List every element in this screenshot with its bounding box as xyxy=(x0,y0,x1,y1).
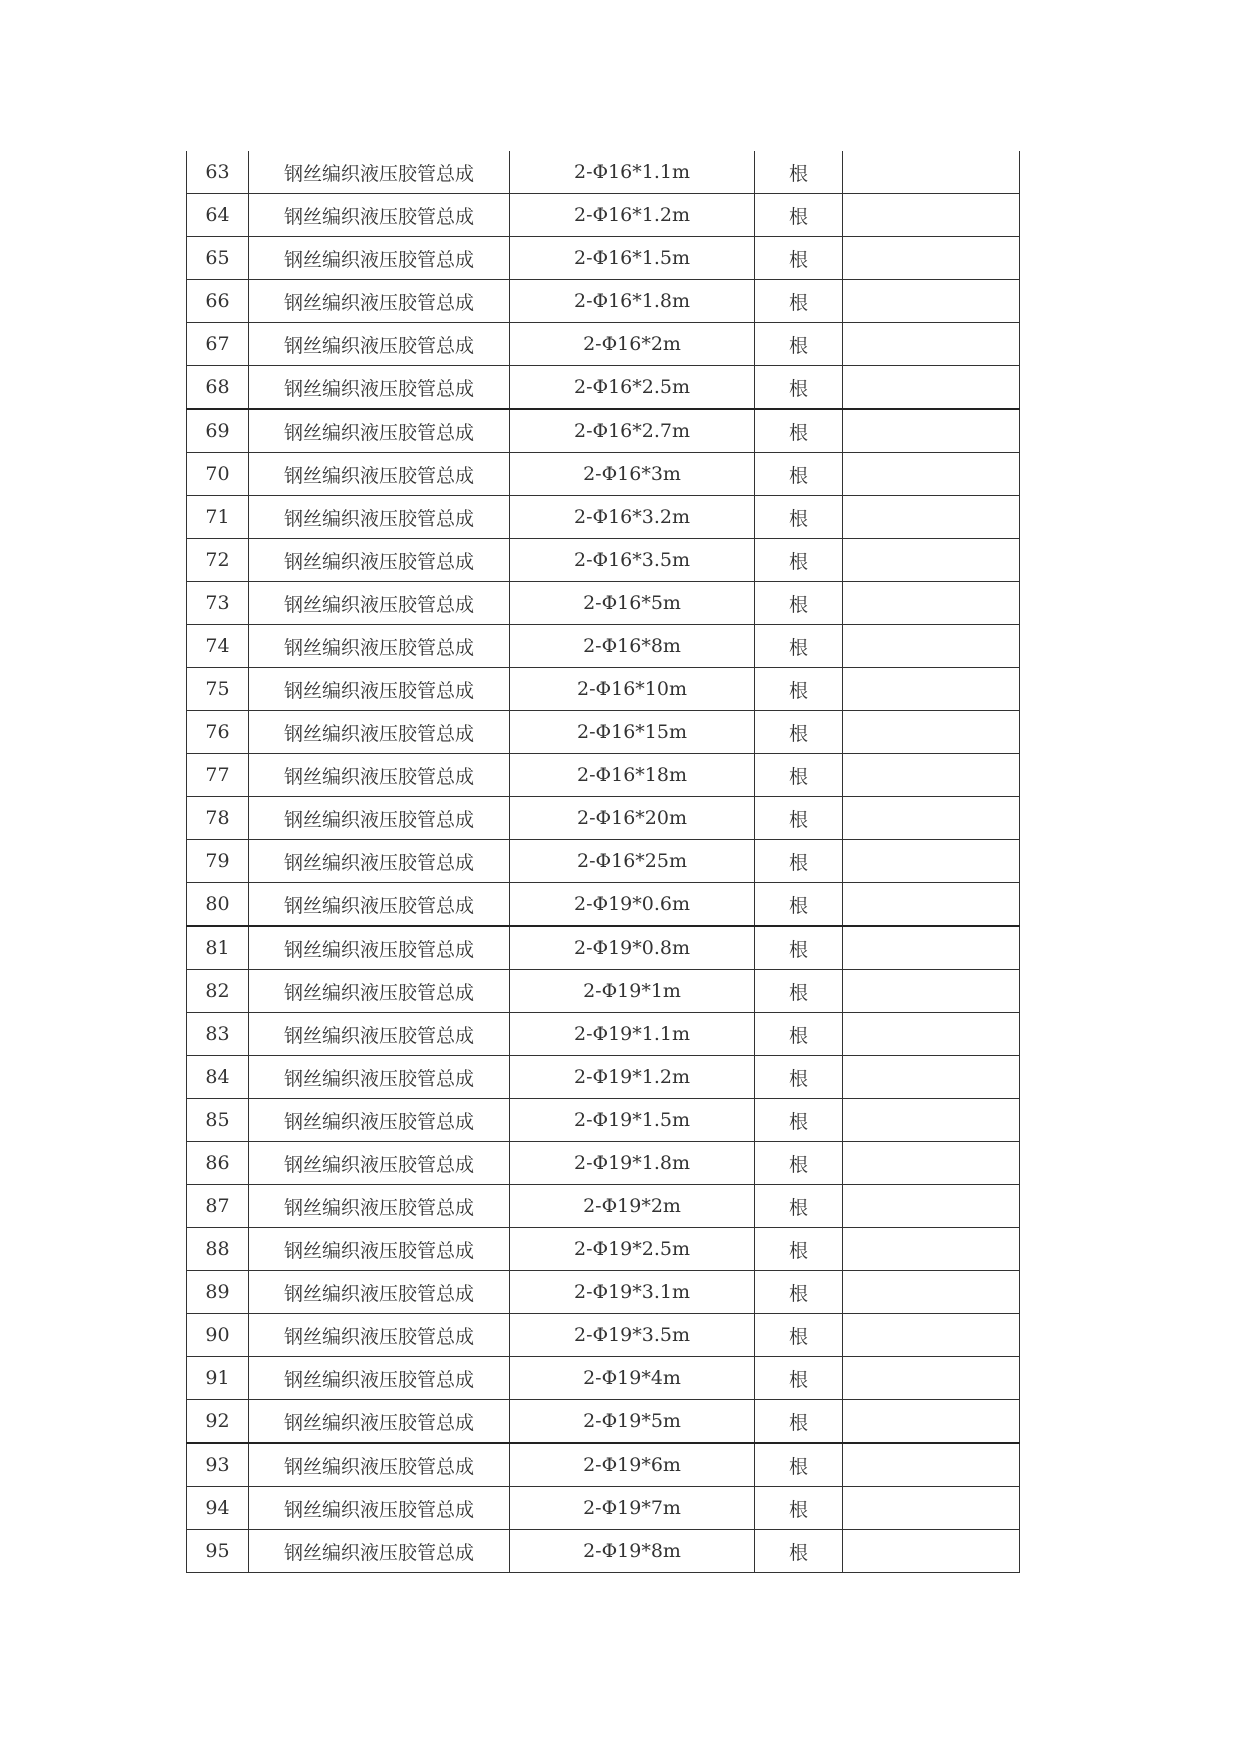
item-name-cell: 钢丝编织液压胶管总成 xyxy=(249,970,510,1013)
remark-cell xyxy=(843,496,1020,539)
unit-cell: 根 xyxy=(755,1357,843,1400)
table-row xyxy=(187,237,1020,280)
spec-cell: 2-Φ16*1.8m xyxy=(510,280,755,323)
unit-cell: 根 xyxy=(755,840,843,883)
spec-cell: 2-Φ19*1.2m xyxy=(510,1056,755,1099)
row-number-cell: 80 xyxy=(187,883,249,927)
table-row xyxy=(187,582,1020,625)
spec-cell: 2-Φ16*3.5m xyxy=(510,539,755,582)
table-row xyxy=(187,970,1020,1013)
table-row xyxy=(187,1357,1020,1400)
table-row xyxy=(187,840,1020,883)
spec-cell: 2-Φ19*0.8m xyxy=(510,926,755,970)
spec-cell: 2-Φ16*1.1m xyxy=(510,151,755,194)
table-row xyxy=(187,496,1020,539)
unit-cell: 根 xyxy=(755,754,843,797)
table-row xyxy=(187,711,1020,754)
table-row xyxy=(187,1271,1020,1314)
item-name-cell: 钢丝编织液压胶管总成 xyxy=(249,194,510,237)
row-number-cell: 88 xyxy=(187,1228,249,1271)
item-name-cell: 钢丝编织液压胶管总成 xyxy=(249,711,510,754)
row-number-cell: 72 xyxy=(187,539,249,582)
spec-cell: 2-Φ16*3m xyxy=(510,453,755,496)
unit-cell: 根 xyxy=(755,1056,843,1099)
item-name-cell: 钢丝编织液压胶管总成 xyxy=(249,1314,510,1357)
remark-cell xyxy=(843,754,1020,797)
parts-table xyxy=(186,151,1020,1573)
spec-cell: 2-Φ16*8m xyxy=(510,625,755,668)
spec-cell: 2-Φ16*2m xyxy=(510,323,755,366)
remark-cell xyxy=(843,409,1020,453)
spec-cell: 2-Φ16*10m xyxy=(510,668,755,711)
remark-cell xyxy=(843,582,1020,625)
spec-cell: 2-Φ16*20m xyxy=(510,797,755,840)
remark-cell xyxy=(843,840,1020,883)
spec-cell: 2-Φ19*1m xyxy=(510,970,755,1013)
remark-cell xyxy=(843,1271,1020,1314)
row-number-cell: 87 xyxy=(187,1185,249,1228)
table-row xyxy=(187,1056,1020,1099)
remark-cell xyxy=(843,1185,1020,1228)
remark-cell xyxy=(843,1400,1020,1444)
unit-cell: 根 xyxy=(755,496,843,539)
row-number-cell: 82 xyxy=(187,970,249,1013)
unit-cell: 根 xyxy=(755,970,843,1013)
table-row xyxy=(187,625,1020,668)
unit-cell: 根 xyxy=(755,668,843,711)
table-row xyxy=(187,797,1020,840)
item-name-cell: 钢丝编织液压胶管总成 xyxy=(249,237,510,280)
table-row xyxy=(187,1314,1020,1357)
row-number-cell: 70 xyxy=(187,453,249,496)
item-name-cell: 钢丝编织液压胶管总成 xyxy=(249,453,510,496)
table-row xyxy=(187,151,1020,194)
row-number-cell: 66 xyxy=(187,280,249,323)
unit-cell: 根 xyxy=(755,280,843,323)
row-number-cell: 85 xyxy=(187,1099,249,1142)
spec-cell: 2-Φ16*3.2m xyxy=(510,496,755,539)
row-number-cell: 93 xyxy=(187,1443,249,1487)
unit-cell: 根 xyxy=(755,1314,843,1357)
spec-cell: 2-Φ19*4m xyxy=(510,1357,755,1400)
table-row xyxy=(187,280,1020,323)
row-number-cell: 86 xyxy=(187,1142,249,1185)
item-name-cell: 钢丝编织液压胶管总成 xyxy=(249,797,510,840)
row-number-cell: 84 xyxy=(187,1056,249,1099)
remark-cell xyxy=(843,625,1020,668)
row-number-cell: 95 xyxy=(187,1530,249,1573)
remark-cell xyxy=(843,1530,1020,1573)
remark-cell xyxy=(843,1357,1020,1400)
remark-cell xyxy=(843,194,1020,237)
row-number-cell: 71 xyxy=(187,496,249,539)
row-number-cell: 76 xyxy=(187,711,249,754)
item-name-cell: 钢丝编织液压胶管总成 xyxy=(249,754,510,797)
spec-cell: 2-Φ19*1.5m xyxy=(510,1099,755,1142)
remark-cell xyxy=(843,1056,1020,1099)
unit-cell: 根 xyxy=(755,883,843,927)
remark-cell xyxy=(843,237,1020,280)
spec-cell: 2-Φ16*18m xyxy=(510,754,755,797)
remark-cell xyxy=(843,151,1020,194)
unit-cell: 根 xyxy=(755,1185,843,1228)
item-name-cell: 钢丝编织液压胶管总成 xyxy=(249,1400,510,1444)
row-number-cell: 79 xyxy=(187,840,249,883)
unit-cell: 根 xyxy=(755,151,843,194)
remark-cell xyxy=(843,1443,1020,1487)
unit-cell: 根 xyxy=(755,1400,843,1444)
row-number-cell: 64 xyxy=(187,194,249,237)
item-name-cell: 钢丝编织液压胶管总成 xyxy=(249,625,510,668)
unit-cell: 根 xyxy=(755,1142,843,1185)
spec-cell: 2-Φ19*3.1m xyxy=(510,1271,755,1314)
unit-cell: 根 xyxy=(755,453,843,496)
table-row xyxy=(187,453,1020,496)
item-name-cell: 钢丝编织液压胶管总成 xyxy=(249,883,510,927)
unit-cell: 根 xyxy=(755,1271,843,1314)
spec-cell: 2-Φ16*2.5m xyxy=(510,366,755,410)
row-number-cell: 68 xyxy=(187,366,249,410)
row-number-cell: 91 xyxy=(187,1357,249,1400)
unit-cell: 根 xyxy=(755,366,843,410)
row-number-cell: 89 xyxy=(187,1271,249,1314)
item-name-cell: 钢丝编织液压胶管总成 xyxy=(249,539,510,582)
table-row xyxy=(187,539,1020,582)
unit-cell: 根 xyxy=(755,1443,843,1487)
unit-cell: 根 xyxy=(755,926,843,970)
remark-cell xyxy=(843,1142,1020,1185)
table-row xyxy=(187,1443,1020,1487)
spec-cell: 2-Φ16*5m xyxy=(510,582,755,625)
item-name-cell: 钢丝编织液压胶管总成 xyxy=(249,323,510,366)
remark-cell xyxy=(843,711,1020,754)
remark-cell xyxy=(843,1487,1020,1530)
table-row xyxy=(187,668,1020,711)
unit-cell: 根 xyxy=(755,237,843,280)
item-name-cell: 钢丝编织液压胶管总成 xyxy=(249,151,510,194)
remark-cell xyxy=(843,453,1020,496)
unit-cell: 根 xyxy=(755,797,843,840)
row-number-cell: 83 xyxy=(187,1013,249,1056)
spec-cell: 2-Φ19*6m xyxy=(510,1443,755,1487)
spec-cell: 2-Φ16*1.5m xyxy=(510,237,755,280)
item-name-cell: 钢丝编织液压胶管总成 xyxy=(249,582,510,625)
row-number-cell: 90 xyxy=(187,1314,249,1357)
remark-cell xyxy=(843,970,1020,1013)
remark-cell xyxy=(843,323,1020,366)
item-name-cell: 钢丝编织液压胶管总成 xyxy=(249,1228,510,1271)
remark-cell xyxy=(843,668,1020,711)
remark-cell xyxy=(843,1099,1020,1142)
remark-cell xyxy=(843,280,1020,323)
item-name-cell: 钢丝编织液压胶管总成 xyxy=(249,1013,510,1056)
item-name-cell: 钢丝编织液压胶管总成 xyxy=(249,1487,510,1530)
unit-cell: 根 xyxy=(755,1013,843,1056)
item-name-cell: 钢丝编织液压胶管总成 xyxy=(249,1443,510,1487)
item-name-cell: 钢丝编织液压胶管总成 xyxy=(249,1056,510,1099)
spec-cell: 2-Φ16*1.2m xyxy=(510,194,755,237)
item-name-cell: 钢丝编织液压胶管总成 xyxy=(249,1357,510,1400)
remark-cell xyxy=(843,366,1020,410)
remark-cell xyxy=(843,883,1020,927)
row-number-cell: 73 xyxy=(187,582,249,625)
remark-cell xyxy=(843,539,1020,582)
remark-cell xyxy=(843,926,1020,970)
spec-cell: 2-Φ16*25m xyxy=(510,840,755,883)
item-name-cell: 钢丝编织液压胶管总成 xyxy=(249,409,510,453)
unit-cell: 根 xyxy=(755,409,843,453)
item-name-cell: 钢丝编织液压胶管总成 xyxy=(249,366,510,410)
unit-cell: 根 xyxy=(755,323,843,366)
table-row xyxy=(187,323,1020,366)
table-row xyxy=(187,926,1020,970)
unit-cell: 根 xyxy=(755,1487,843,1530)
row-number-cell: 77 xyxy=(187,754,249,797)
table-row xyxy=(187,409,1020,453)
unit-cell: 根 xyxy=(755,1530,843,1573)
unit-cell: 根 xyxy=(755,194,843,237)
table-row xyxy=(187,1142,1020,1185)
item-name-cell: 钢丝编织液压胶管总成 xyxy=(249,668,510,711)
table-row xyxy=(187,1185,1020,1228)
row-number-cell: 65 xyxy=(187,237,249,280)
row-number-cell: 94 xyxy=(187,1487,249,1530)
item-name-cell: 钢丝编织液压胶管总成 xyxy=(249,1142,510,1185)
remark-cell xyxy=(843,1013,1020,1056)
table-row xyxy=(187,366,1020,410)
unit-cell: 根 xyxy=(755,582,843,625)
remark-cell xyxy=(843,797,1020,840)
table-row xyxy=(187,754,1020,797)
remark-cell xyxy=(843,1228,1020,1271)
spec-cell: 2-Φ19*2m xyxy=(510,1185,755,1228)
row-number-cell: 81 xyxy=(187,926,249,970)
unit-cell: 根 xyxy=(755,1228,843,1271)
unit-cell: 根 xyxy=(755,625,843,668)
row-number-cell: 63 xyxy=(187,151,249,194)
spec-cell: 2-Φ19*7m xyxy=(510,1487,755,1530)
table-row xyxy=(187,1228,1020,1271)
spec-cell: 2-Φ19*1.1m xyxy=(510,1013,755,1056)
item-name-cell: 钢丝编织液压胶管总成 xyxy=(249,1530,510,1573)
table-row xyxy=(187,1487,1020,1530)
table-row xyxy=(187,1013,1020,1056)
row-number-cell: 67 xyxy=(187,323,249,366)
row-number-cell: 78 xyxy=(187,797,249,840)
row-number-cell: 75 xyxy=(187,668,249,711)
spec-cell: 2-Φ19*1.8m xyxy=(510,1142,755,1185)
spec-cell: 2-Φ19*5m xyxy=(510,1400,755,1444)
table-row xyxy=(187,1400,1020,1444)
table-row xyxy=(187,883,1020,927)
spec-cell: 2-Φ19*8m xyxy=(510,1530,755,1573)
parts-table-body xyxy=(187,151,1020,1573)
item-name-cell: 钢丝编织液压胶管总成 xyxy=(249,926,510,970)
spec-cell: 2-Φ19*3.5m xyxy=(510,1314,755,1357)
item-name-cell: 钢丝编织液压胶管总成 xyxy=(249,280,510,323)
row-number-cell: 74 xyxy=(187,625,249,668)
spec-cell: 2-Φ19*0.6m xyxy=(510,883,755,927)
spec-cell: 2-Φ16*2.7m xyxy=(510,409,755,453)
table-row xyxy=(187,194,1020,237)
item-name-cell: 钢丝编织液压胶管总成 xyxy=(249,496,510,539)
item-name-cell: 钢丝编织液压胶管总成 xyxy=(249,1185,510,1228)
item-name-cell: 钢丝编织液压胶管总成 xyxy=(249,1271,510,1314)
spec-cell: 2-Φ16*15m xyxy=(510,711,755,754)
row-number-cell: 69 xyxy=(187,409,249,453)
unit-cell: 根 xyxy=(755,1099,843,1142)
unit-cell: 根 xyxy=(755,711,843,754)
table-row xyxy=(187,1099,1020,1142)
table-row xyxy=(187,1530,1020,1573)
row-number-cell: 92 xyxy=(187,1400,249,1444)
item-name-cell: 钢丝编织液压胶管总成 xyxy=(249,1099,510,1142)
spec-cell: 2-Φ19*2.5m xyxy=(510,1228,755,1271)
item-name-cell: 钢丝编织液压胶管总成 xyxy=(249,840,510,883)
remark-cell xyxy=(843,1314,1020,1357)
unit-cell: 根 xyxy=(755,539,843,582)
